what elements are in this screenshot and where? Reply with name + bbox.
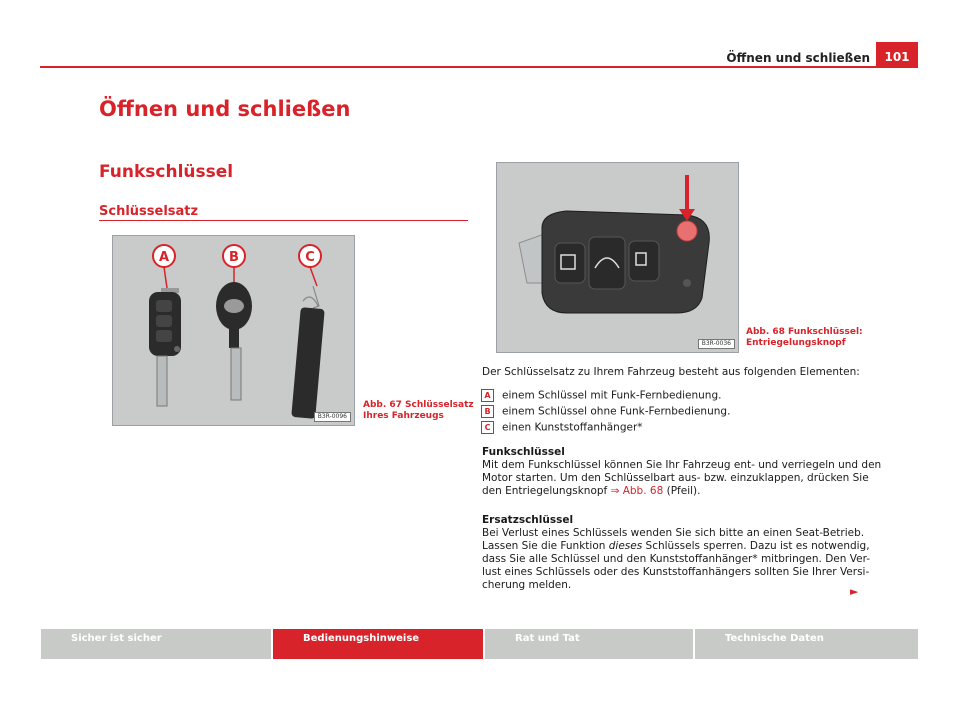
page-number: 101 xyxy=(876,42,918,68)
tab-sicher-ist-sicher[interactable]: Sicher ist sicher xyxy=(41,629,271,659)
label-b: B xyxy=(229,250,239,265)
chapter-title: Öffnen und schließen xyxy=(99,97,351,121)
section-ersatzschluessel-line1: Bei Verlust eines Schlüssels wenden Sie sich bitte an einen Seat-Betrieb. xyxy=(482,527,865,539)
label-b-icon xyxy=(223,245,245,267)
section-funkschluessel-line2: Motor starten. Um den Schlüsselbart aus- bzw. einzuklappen, drücken Sie xyxy=(482,472,869,484)
label-a: A xyxy=(158,250,170,265)
figure-67-caption xyxy=(363,400,474,422)
section-title: Funkschlüssel xyxy=(99,162,234,182)
intro-text: Der Schlüsselsatz zu Ihrem Fahrzeug besteht aus folgenden Elementen: xyxy=(482,366,860,378)
figure-68-caption-line2: Entriegelungsknopf xyxy=(746,338,846,348)
tab-technische-daten[interactable]: Technische Daten xyxy=(695,629,918,659)
tab-rat-und-tat[interactable]: Rat und Tat xyxy=(485,629,693,659)
section-funkschluessel-line1: Mit dem Funkschlüssel können Sie Ihr Fahrzeug ent- und verriegeln und den xyxy=(482,459,882,471)
line2-post: Schlüssels sperren. Dazu ist es notwendig, xyxy=(642,540,870,552)
section-ersatzschluessel-line4: lust eines Schlüssels oder des Kunststoffanhängers sollten Sie Ihrer Versi- xyxy=(482,566,870,578)
line3-pre: den Entriegelungsknopf xyxy=(482,485,611,497)
header-rule xyxy=(40,66,918,68)
figure-67-key-set xyxy=(112,235,355,426)
label-c: C xyxy=(305,250,315,265)
badge-b: B xyxy=(481,405,494,418)
release-button-icon xyxy=(677,221,697,241)
figure-68-remote-key xyxy=(496,162,739,353)
subsection-rule xyxy=(99,220,468,221)
figure-67-caption-line2: Ihres Fahrzeugs xyxy=(363,411,444,421)
subsection-title: Schlüsselsatz xyxy=(99,204,199,219)
list-item-a xyxy=(484,389,722,403)
plastic-tag-icon xyxy=(291,286,324,419)
section-ersatzschluessel-line5: cherung melden. xyxy=(482,579,572,591)
remote-key-illustration xyxy=(497,163,738,352)
label-a-icon xyxy=(153,245,175,267)
continue-arrow-icon: ► xyxy=(850,585,859,598)
list-item-b xyxy=(484,405,731,419)
line2-pre: Lassen Sie die Funktion xyxy=(482,540,609,552)
list-item-c xyxy=(484,421,643,435)
figure-68-caption-line1: Abb. 68 Funkschlüssel: xyxy=(746,327,863,337)
section-ersatzschluessel-line3: dass Sie alle Schlüssel und den Kunststoffanhänger* mitbringen. Den Ver- xyxy=(482,553,871,565)
figure-68-caption xyxy=(746,327,863,349)
section-ersatzschluessel-heading: Ersatzschlüssel xyxy=(482,514,574,526)
list-item-a-text: einem Schlüssel mit Funk-Fernbedienung. xyxy=(502,389,722,402)
tab-bedienungshinweise[interactable]: Bedienungshinweise xyxy=(273,629,483,659)
list-item-b-text: einem Schlüssel ohne Funk-Fernbedienung. xyxy=(502,405,731,418)
list-item-c-text: einen Kunststoffanhänger* xyxy=(502,421,643,434)
section-funkschluessel xyxy=(482,446,882,498)
section-funkschluessel-line3 xyxy=(482,485,882,498)
section-funkschluessel-heading: Funkschlüssel xyxy=(482,446,565,458)
badge-c: C xyxy=(481,421,494,434)
badge-a: A xyxy=(481,389,494,402)
spare-key-icon xyxy=(216,282,252,400)
figure-68-link[interactable]: ⇒ Abb. 68 xyxy=(610,485,664,497)
line3-post: (Pfeil). xyxy=(663,485,701,497)
section-ersatzschluessel xyxy=(482,514,882,592)
section-ersatzschluessel-line2 xyxy=(482,540,882,553)
line2-emphasis: dieses xyxy=(608,540,643,552)
figure-68-code: B3R-0036 xyxy=(698,339,735,349)
figure-67-code: B3R-0096 xyxy=(314,412,351,422)
figure-67-caption-line1: Abb. 67 Schlüsselsatz xyxy=(363,400,474,410)
key-set-illustration xyxy=(113,236,354,425)
remote-key-icon xyxy=(149,288,181,406)
running-header-title: Öffnen und schließen xyxy=(726,51,870,65)
label-c-icon xyxy=(299,245,321,267)
